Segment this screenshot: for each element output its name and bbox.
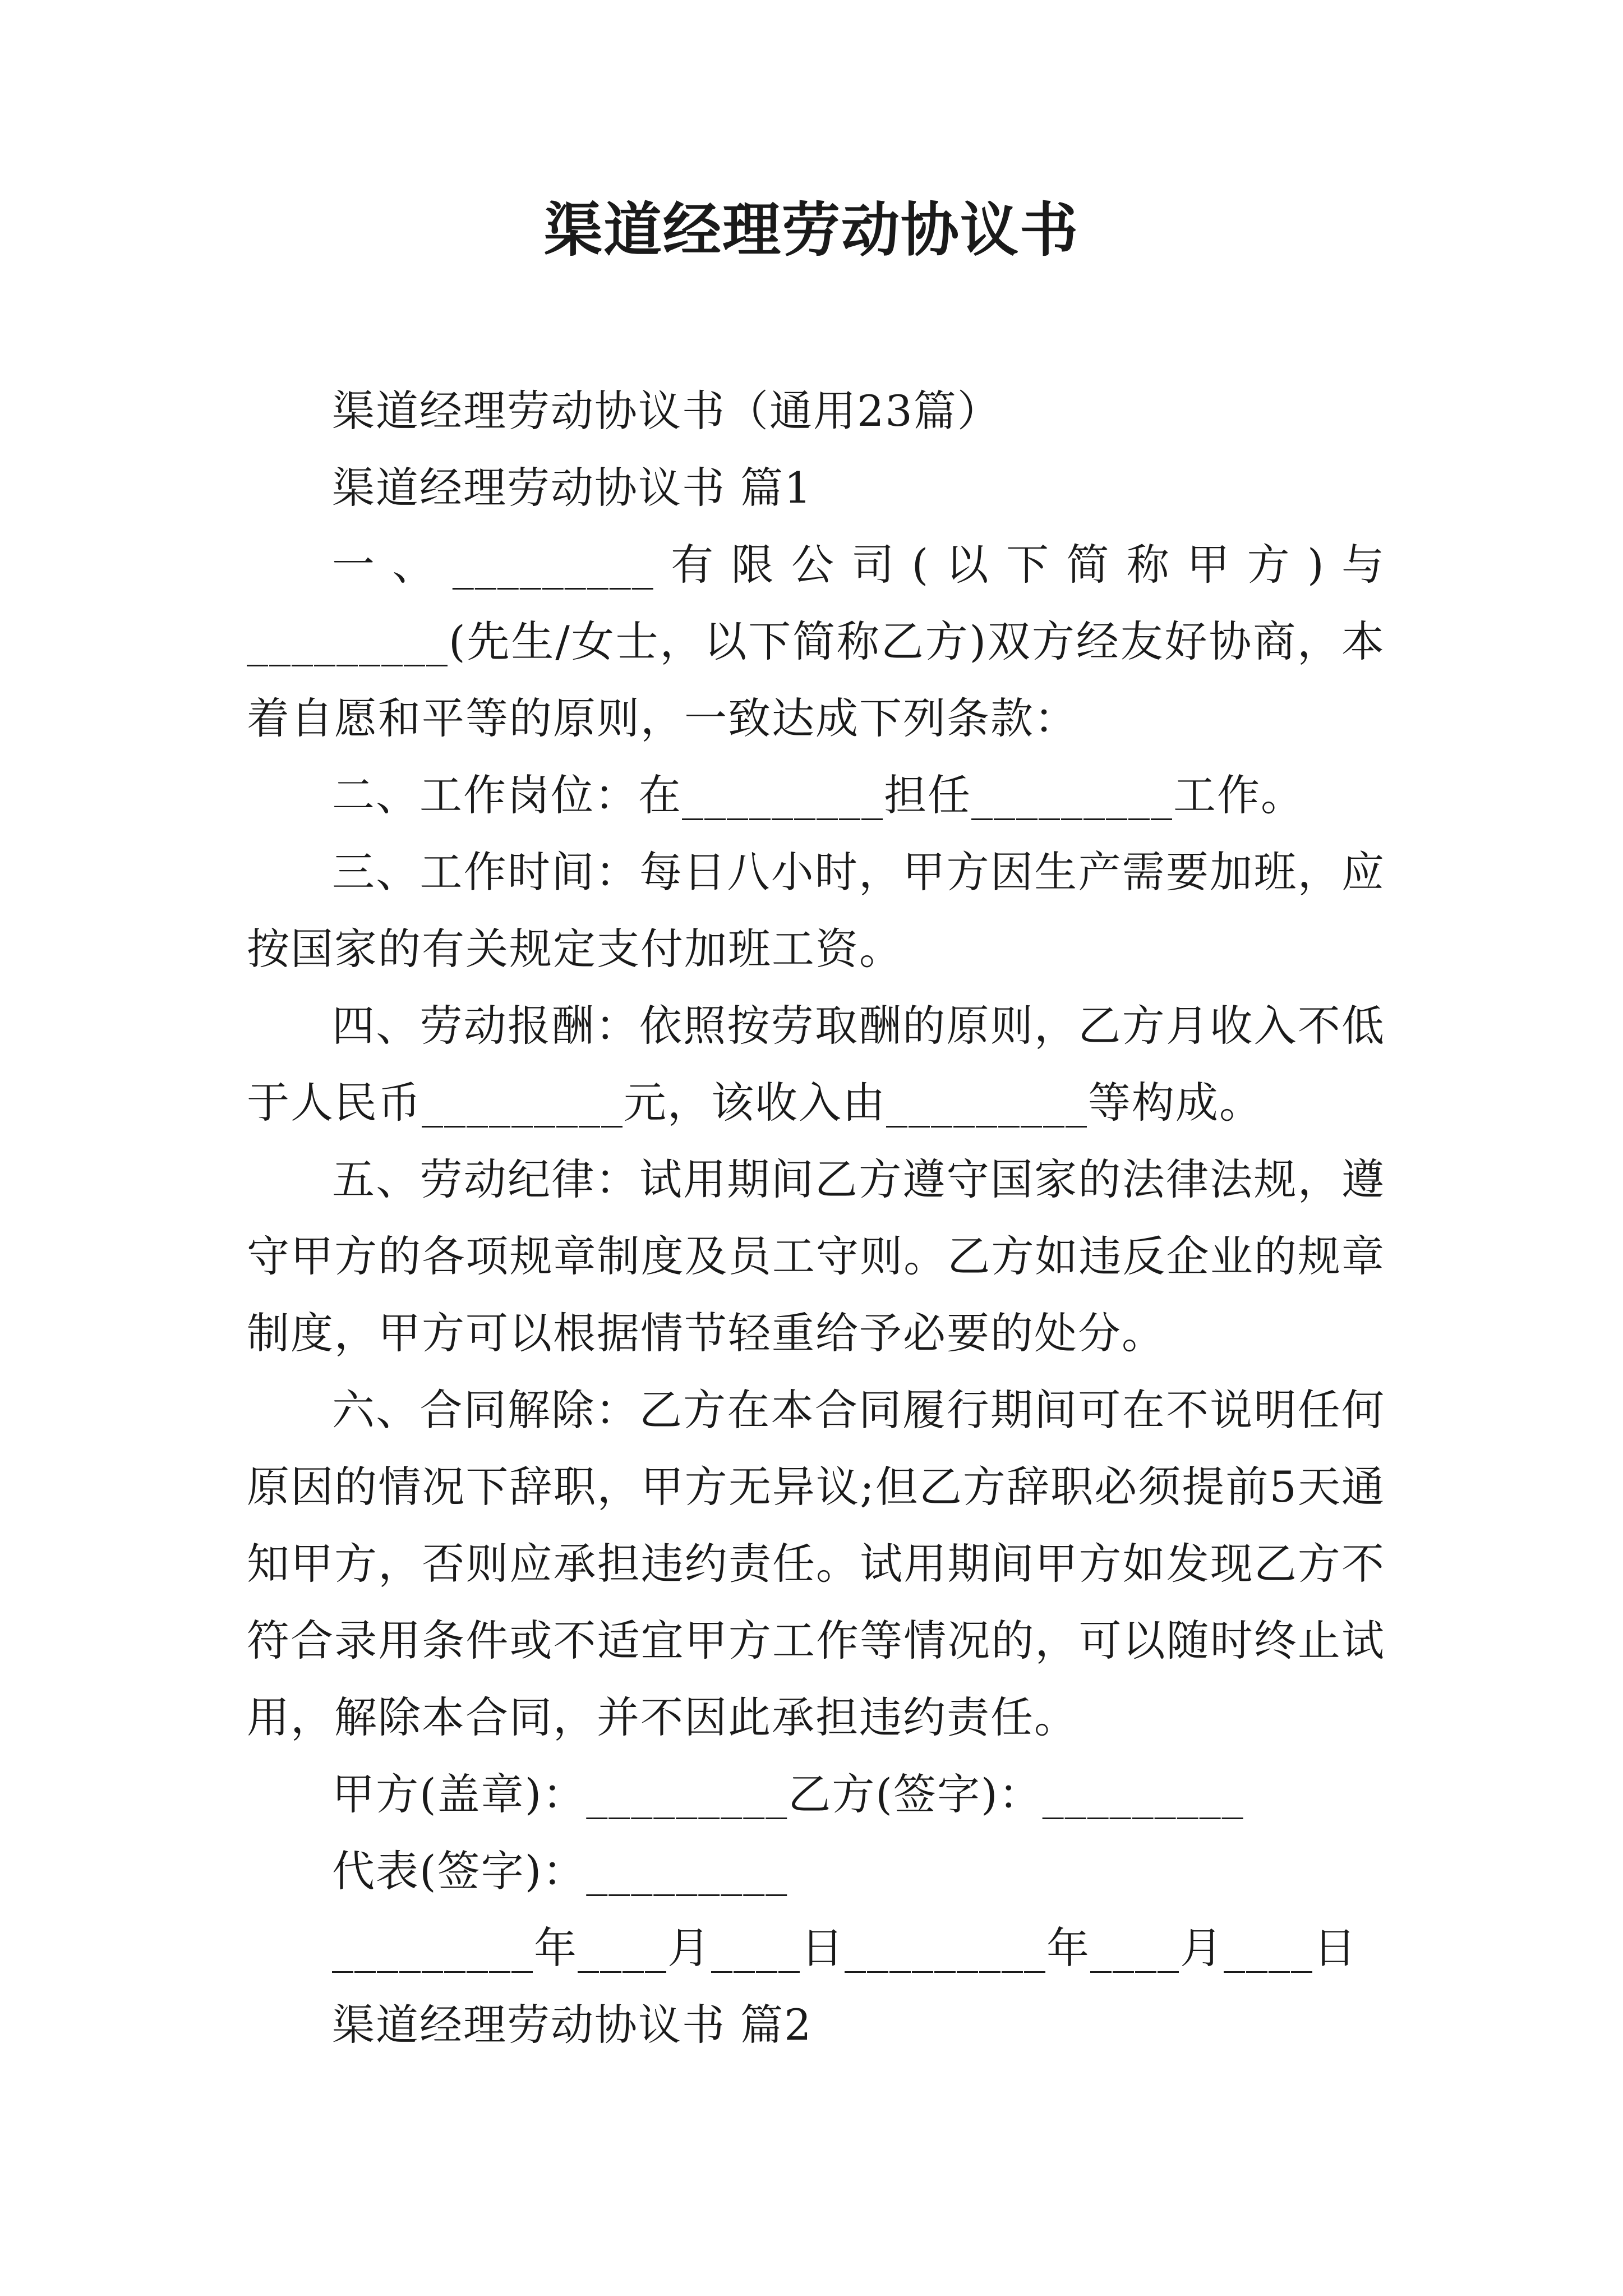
- signature-line: 甲方(盖章)：_________乙方(签字)：_________: [332, 1769, 1244, 1819]
- paragraph: 六、合同解除：乙方在本合同履行期间可在不说明任何原因的情况下辞职，甲方无异议;但乙方辞职必须提前5天通知甲方，否则应承担违约责任。试用期间甲方如发现乙方不符合录用条件或不适宜甲方工作等情况的，可以随时终止试用，解除本合同，并不因此承担违约责任。: [247, 1385, 1385, 1742]
- paragraph: 一、_________有限公司(以下简称甲方)与_________(先生/女士，以下简称乙方)双方经友好协商，本着自愿和平等的原则，一致达成下列条款：: [247, 540, 1385, 743]
- paragraph: 三、工作时间：每日八小时，甲方因生产需要加班，应按国家的有关规定支付加班工资。: [247, 847, 1385, 974]
- paragraph: 五、劳动纪律：试用期间乙方遵守国家的法律法规，遵守甲方的各项规章制度及员工守则。乙方如违反企业的规章制度，甲方可以根据情节轻重给予必要的处分。: [247, 1154, 1385, 1358]
- paragraph: 四、劳动报酬：依照按劳取酬的原则，乙方月收入不低于人民币_________元，该收入由_________等构成。: [247, 1001, 1385, 1128]
- signature-line: 代表(签字)：_________: [332, 1846, 789, 1896]
- section-heading: 渠道经理劳动协议书 篇1: [332, 463, 813, 513]
- document-title: 渠道经理劳动协议书: [543, 195, 1079, 264]
- date-line: _________年____月____日_________年____月____日: [332, 1923, 1357, 1973]
- document-subtitle: 渠道经理劳动协议书（通用23篇）: [332, 386, 1001, 436]
- section-heading: 渠道经理劳动协议书 篇2: [332, 2000, 813, 2050]
- paragraph: 二、工作岗位：在_________担任_________工作。: [332, 770, 1304, 820]
- document-body: [247, 372, 1385, 2063]
